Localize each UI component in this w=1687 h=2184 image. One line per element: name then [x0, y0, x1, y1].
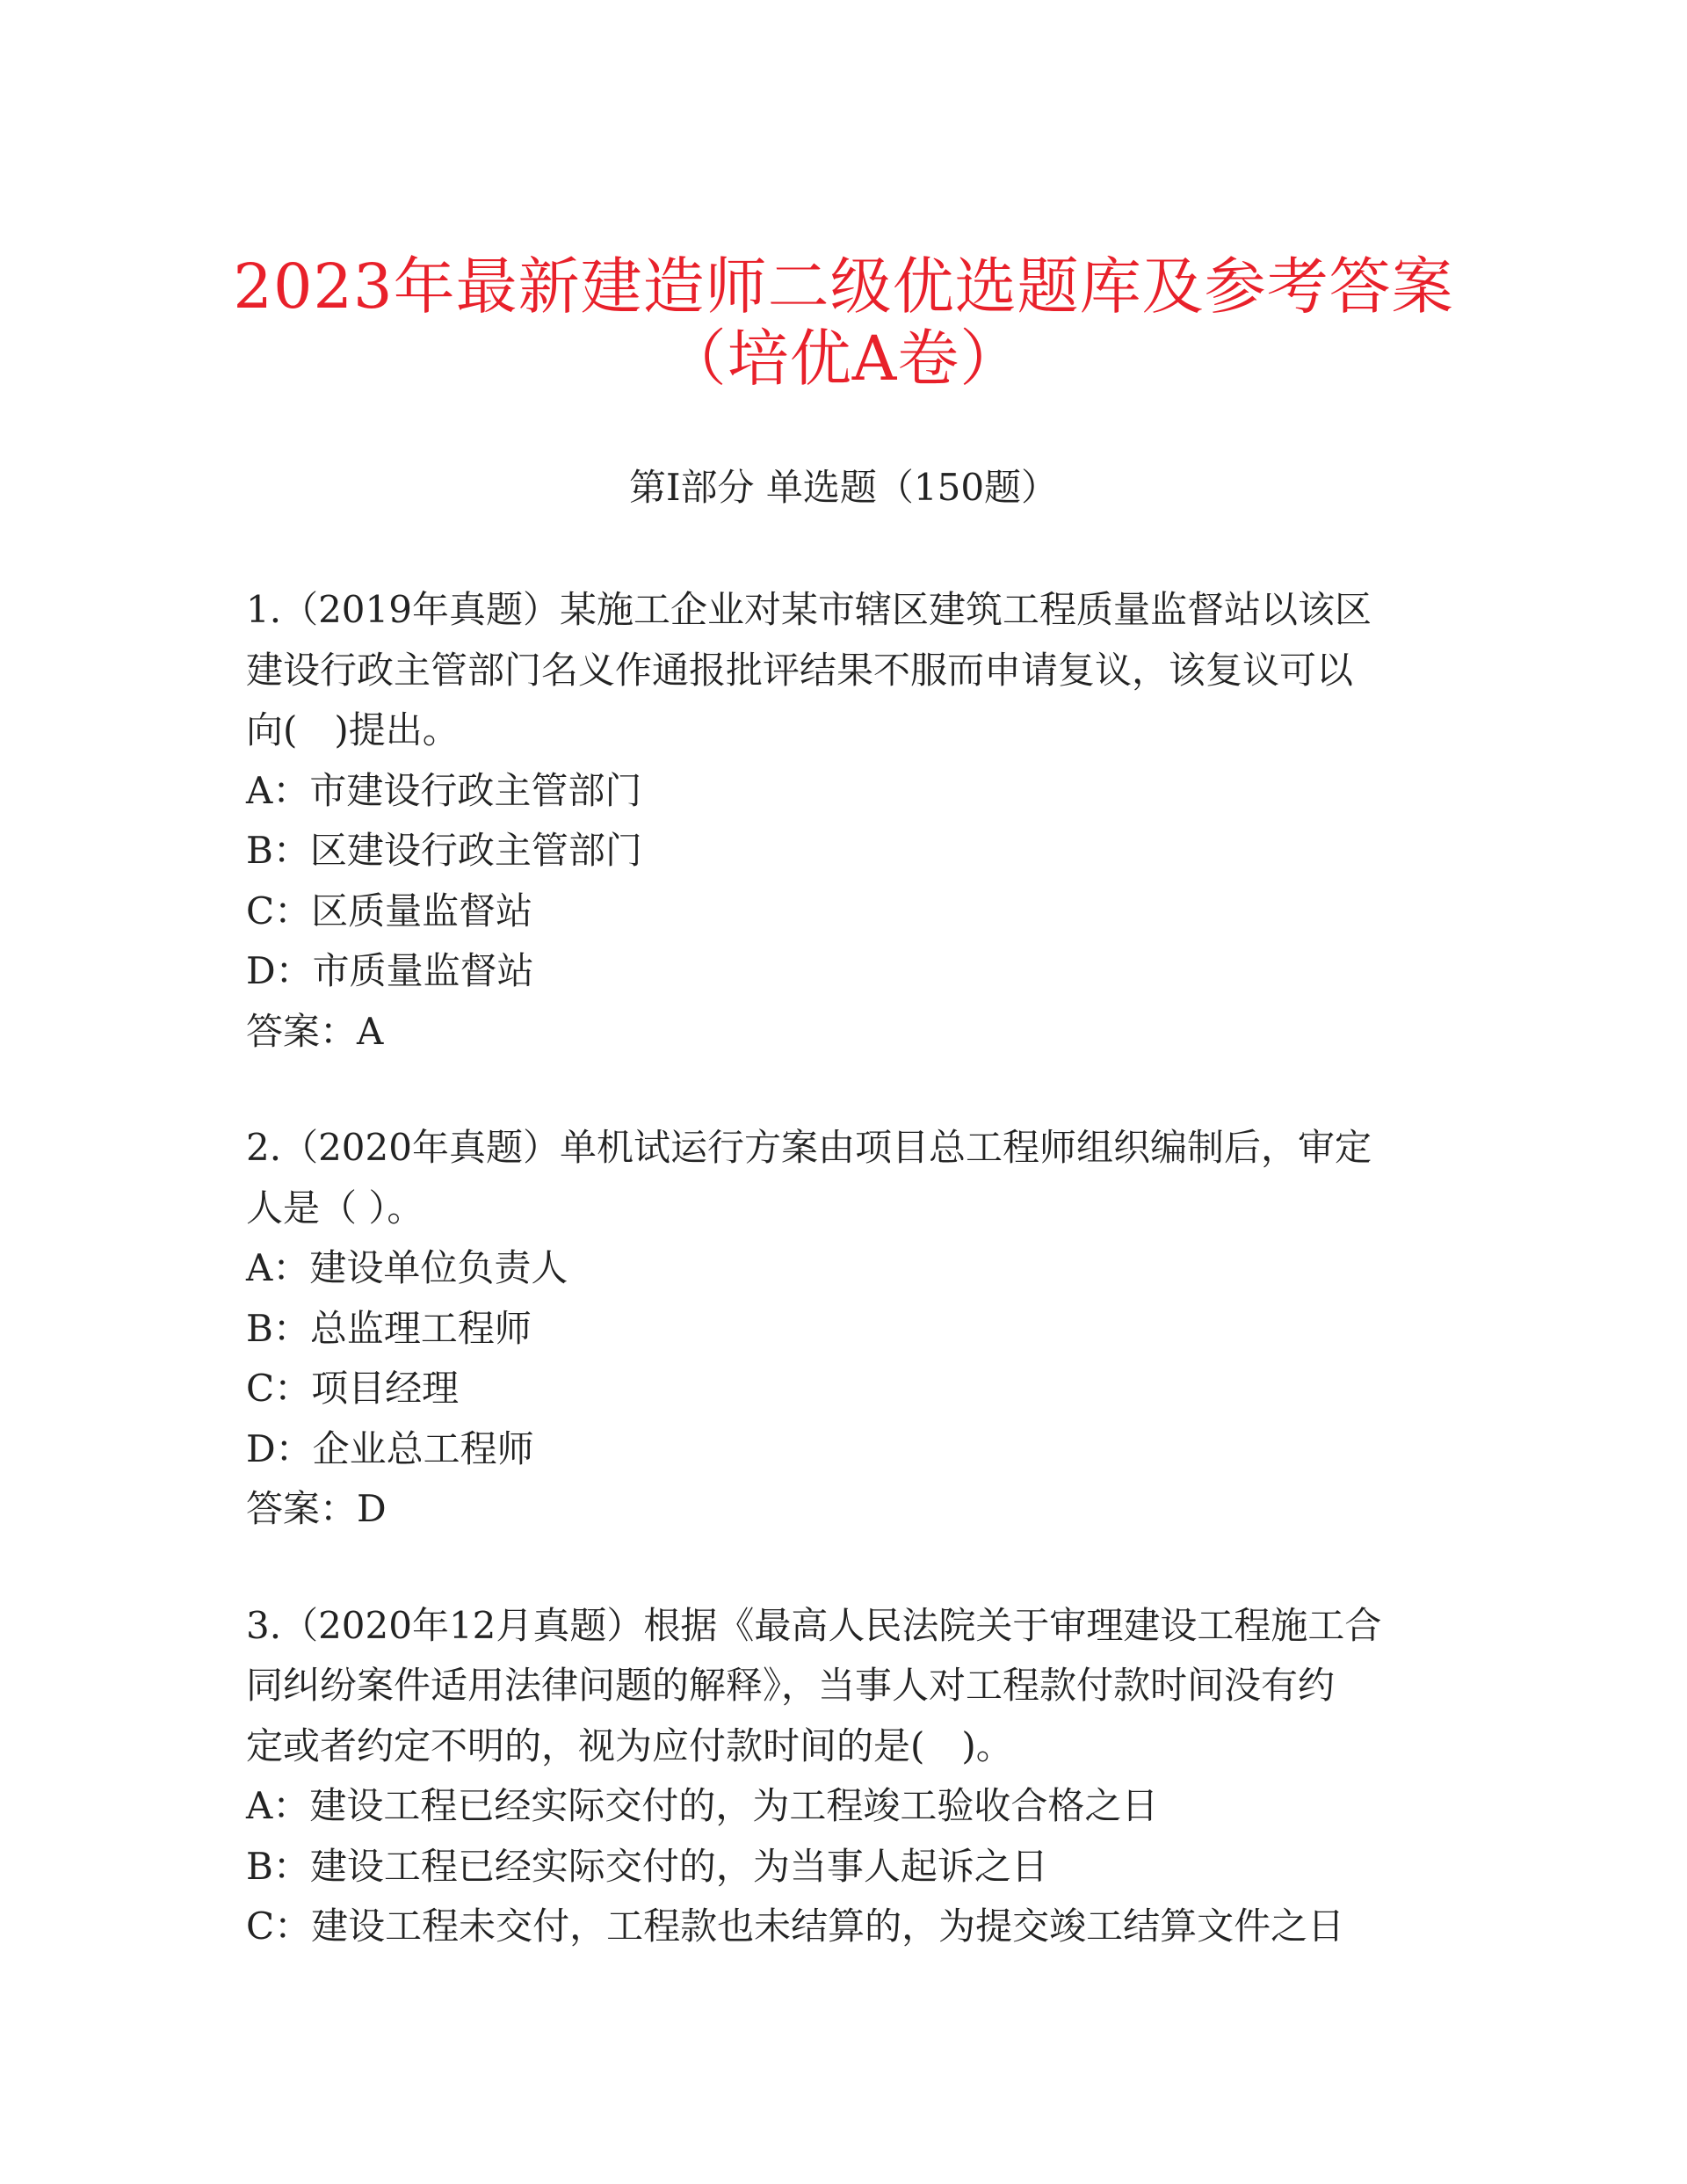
- question-stem-line: 1.（2019年真题）某施工企业对某市辖区建筑工程质量监督站以该区: [246, 588, 1372, 631]
- answer: 答案：D: [246, 1487, 387, 1530]
- question-1: [246, 580, 1441, 1062]
- option-a: A：市建设行政主管部门: [246, 768, 642, 812]
- option-d: D：企业总工程师: [246, 1426, 534, 1470]
- question-list: [246, 580, 1441, 2013]
- question-stem-line: 同纠纷案件适用法律问题的解释》，当事人对工程款付款时间没有约: [246, 1664, 1336, 1707]
- question-2: [246, 1118, 1441, 1540]
- option-b: B：总监理工程师: [246, 1306, 532, 1350]
- option-c: C：建设工程未交付，工程款也未结算的，为提交竣工结算文件之日: [246, 1905, 1345, 1948]
- option-c: C：项目经理: [246, 1367, 460, 1410]
- document-title-line-1: 2023年最新建造师二级优选题库及参考答案: [233, 250, 1454, 323]
- document-title-line-2: （培优A卷）: [664, 323, 1023, 395]
- option-d: D：市质量监督站: [246, 949, 534, 992]
- question-3: [246, 1596, 1441, 1957]
- question-stem-line: 2.（2020年真题）单机试运行方案由项目总工程师组织编制后，审定: [246, 1126, 1372, 1169]
- option-a: A：建设工程已经实际交付的，为工程竣工验收合格之日: [246, 1784, 1159, 1827]
- question-stem-line: 向( )提出。: [246, 708, 460, 751]
- answer: 答案：A: [246, 1009, 384, 1053]
- option-a: A：建设单位负责人: [246, 1246, 568, 1289]
- section-heading: 第I部分 单选题（150题）: [628, 466, 1059, 509]
- question-stem-line: 定或者约定不明的，视为应付款时间的是( )。: [246, 1723, 1013, 1767]
- question-stem-line: 3.（2020年12月真题）根据《最高人民法院关于审理建设工程施工合: [246, 1603, 1382, 1647]
- option-b: B：建设工程已经实际交付的，为当事人起诉之日: [246, 1844, 1048, 1888]
- question-stem-line: 人是（ ）。: [246, 1186, 424, 1230]
- option-c: C：区质量监督站: [246, 889, 533, 932]
- question-stem-line: 建设行政主管部门名义作通报批评结果不服而申请复议，该复议可以: [246, 648, 1354, 692]
- option-b: B：区建设行政主管部门: [246, 829, 642, 872]
